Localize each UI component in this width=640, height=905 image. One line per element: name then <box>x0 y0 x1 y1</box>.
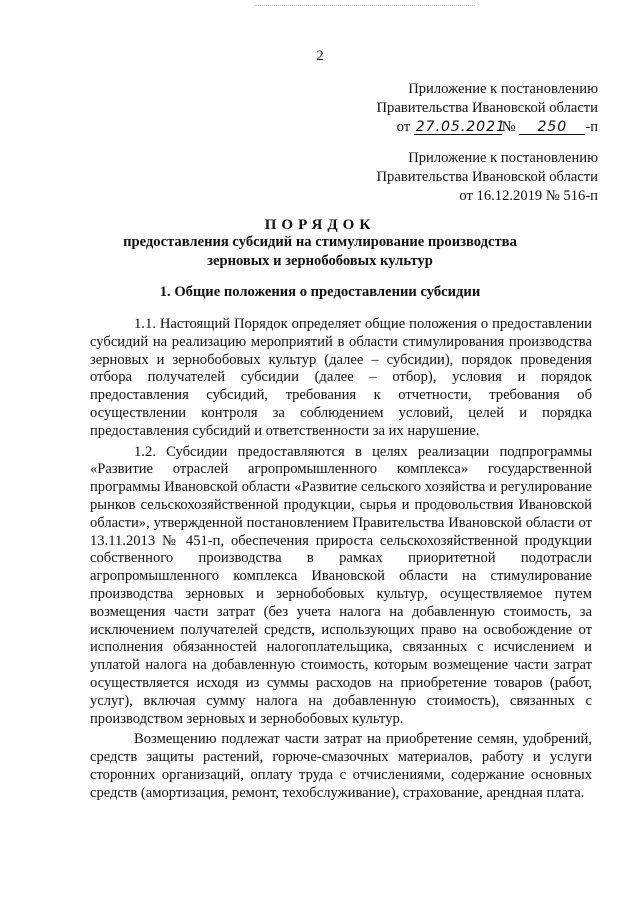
page-number: 2 <box>316 48 324 64</box>
document-title: ПОРЯДОК <box>264 217 376 233</box>
document-subtitle: предоставления субсидий на стимулирование производства зерновых и зернобобовых культур <box>123 234 517 269</box>
scan-artifact <box>255 5 475 7</box>
document-body <box>90 316 592 806</box>
appendix-new-line2: Правительства Ивановской области <box>376 100 598 116</box>
handwritten-number: 250 <box>519 120 585 135</box>
appendix-new-line1: Приложение к постановлению <box>408 81 598 97</box>
appendix-new-block <box>377 80 598 137</box>
paragraph-compensation: Возмещению подлежат части затрат на приобретение семян, удобрений, средств защиты растений, горюче-смазочных материалов, работу и услуги сторонних организаций, оплату труда с отчислениями, содержание основных средств (амортизация, ремонт, техобслуживание), страхование, арендная плата. <box>90 731 592 801</box>
number-sign: № <box>501 119 516 135</box>
number-suffix: -п <box>585 119 598 135</box>
handwritten-date: 27.05.2021 <box>415 119 506 135</box>
paragraph-1-2: 1.2. Субсидии предоставляются в целях реализации подпрограммы «Развитие отраслей агропромышленного комплекса» государственной программы Ивановской области «Развитие сельского хозяйства и регулирование рынков сельскохозяйственной продукции, сырья и продовольствия Ивановской области», утвержденной постановлением Правительства Ивановской области от 13.11.2013 № 451-п, обеспечения прироста сельскохозяйственной продукции собственного производства в рамках приоритетной подотрасли агропромышленного комплекса Ивановской области на стимулирование производства зерновых и зернобобовых культур, осуществляемое путем возмещения части затрат (без учета налога на добавленную стоимость, за исключением получателей средств, использующих право на освобождение от исполнения обязанностей налогоплательщика, связанных с исчислением и уплатой налога на добавленную стоимость, которым возмещение части затрат осуществляется исходя из суммы расходов на приобретение товаров (работ, услуг), включая сумму налога на добавленную стоимость), связанных с производством зерновых и зернобобовых культур. <box>90 443 592 727</box>
appendix-old-line2: Правительства Ивановской области <box>376 169 598 185</box>
appendix-old-line3: от 16.12.2019 № 516-п <box>459 188 598 204</box>
paragraph-1-1: 1.1. Настоящий Порядок определяет общие положения о предоставлении субсидий на реализацию мероприятий в области стимулирования производства зерновых и зернобобовых культур (далее – субсидии), порядок проведения отбора получателей субсидии (далее – отбор), условия и порядок предоставления субсидий, требования к отчетности, требования об осуществлении контроля за соблюдением условий, целей и порядка предоставления субсидий и ответственности за их нарушение. <box>90 316 592 439</box>
appendix-old-block <box>377 149 598 206</box>
section-heading: 1. Общие положения о предоставлении субсидии <box>159 284 481 300</box>
appendix-old-line1: Приложение к постановлению <box>408 150 598 166</box>
date-prefix: от <box>396 119 411 135</box>
appendix-new-date-line <box>377 118 598 137</box>
